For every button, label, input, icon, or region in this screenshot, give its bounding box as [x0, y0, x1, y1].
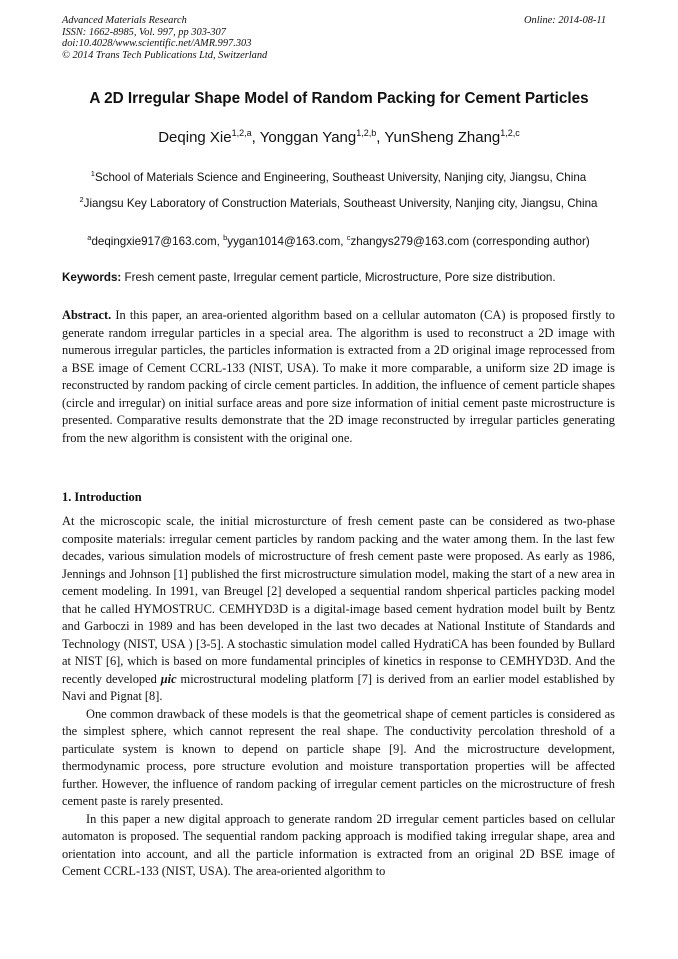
- mu-ic-symbol: μic: [160, 671, 177, 686]
- email-address: deqingxie917@163.com,: [91, 234, 224, 248]
- paper-title: A 2D Irregular Shape Model of Random Packing for Cement Particles: [89, 90, 589, 107]
- author-name: YunSheng Zhang: [384, 129, 501, 146]
- author-separator: ,: [251, 129, 260, 146]
- journal-header: [62, 15, 267, 61]
- email-mark: a: [87, 233, 92, 242]
- email-address: yygan1014@163.com,: [227, 234, 347, 248]
- issn-line: ISSN: 1662-8985, Vol. 997, pp 303-307: [62, 26, 226, 38]
- affiliation-mark: 2: [79, 195, 84, 204]
- author-name: Deqing Xie: [158, 129, 232, 146]
- author-affiliation-mark: 1,2,a: [231, 128, 252, 138]
- doi-line: doi:10.4028/www.scientific.net/AMR.997.303: [62, 38, 252, 49]
- email-address: zhangys279@163.com (corresponding author): [350, 234, 590, 248]
- affiliation-mark: 1: [90, 169, 95, 178]
- paragraph-text: At the microscopic scale, the initial microsturcture of fresh cement paste can be considered as two-phase composite materials: irregular cement particles by random packing and the water among them. In the last few decades, various simulation models of microstructure of fresh cement paste were proposed. As early as 1986, Jennings and Johnson [1] published the first microstructure simulation model, making the start of a new area in cement modeling. In 1991, van Breugel [2] developed a sequential random shperical particles packing model that he called HYMOSTRUC. CEMHYD3D is a digital-image based cement hydration model built by Bentz and Garboczi in 1989 and has been developed in the last two decades at National Institute of Standards and Technology (NIST, USA ) [3-5]. A stochastic simulation model called HydratiCA has been founded by Bullard at NIST [6], which is based on more fundamental principles of kinetics in response to CEMHYD3D. And the recently developed: [62, 514, 615, 686]
- section-heading: 1. Introduction: [62, 490, 142, 504]
- paragraph: [62, 513, 615, 706]
- email-list: [62, 233, 615, 248]
- copyright-line: © 2014 Trans Tech Publications Ltd, Switzerland: [62, 49, 268, 61]
- journal-name: Advanced Materials Research: [62, 15, 187, 26]
- affiliation-text: School of Materials Science and Engineering, Southeast University, Nanjing city, Jiangsu, China: [94, 170, 587, 184]
- abstract-text: In this paper, an area-oriented algorithm based on a cellular automaton (CA) is proposed firstly to generate random irregular particles in a special area. The algorithm is used to reconstruct a 2D image with numerous irregular particles, the particles information is extracted from a 2D original image reprocessed from a BSE image of Cement CCRL-133 (NIST, USA). To make it more comparable, a uniform size 2D image is reconstructed by random packing of circle cement particles. In addition, the influence of cement particle shapes (circle and irregular) on initial surface areas and pore size information of initial cement paste microstructure is presented. Comparative results demonstrate that the 2D image reconstructed by irregular particles generating from the new algorithm is consistent with the original one.: [62, 308, 615, 445]
- affiliation: [62, 191, 615, 212]
- author-list: [0, 128, 678, 146]
- abstract: [62, 307, 615, 447]
- paragraph: One common drawback of these models is that the geometrical shape of cement particles is considered as the simplest sphere, which cannot represent the real shape. The conductivity percolation threshold of a particulate system is known to depend on particle shape [9]. And the microstructure development, thermodynamic process, pore structure evolution and moisture transportation properties will be affected further. However, the influence of random packing of irregular cement particles on the microstructure of fresh cement paste is rarely presented.: [62, 706, 615, 808]
- author-affiliation-mark: 1,2,b: [356, 128, 377, 138]
- abstract-label: Abstract.: [62, 308, 112, 322]
- paragraph-text: microstructural modeling platform [7] is derived from an earlier model established by Navi and Pignat [8].: [62, 671, 615, 703]
- author-affiliation-mark: 1,2,c: [500, 128, 520, 138]
- email-mark: b: [223, 233, 228, 242]
- introduction-body: [62, 513, 615, 881]
- email-mark: c: [346, 233, 351, 242]
- affiliation-text: Jiangsu Key Laboratory of Construction Materials, Southeast University, Nanjing city, Jiangsu, China: [83, 196, 598, 210]
- keywords: [62, 271, 615, 284]
- affiliation: [62, 165, 615, 186]
- author-separator: ,: [376, 129, 385, 146]
- keywords-text: Fresh cement paste, Irregular cement particle, Microstructure, Pore size distribution.: [121, 271, 556, 284]
- online-date: Online: 2014-08-11: [524, 15, 607, 26]
- author-name: Yonggan Yang: [259, 129, 357, 146]
- keywords-label: Keywords:: [62, 271, 122, 284]
- paragraph: In this paper a new digital approach to generate random 2D irregular cement particles based on cellular automaton is proposed. The sequential random packing approach is modified taking irregular shape, area and orientation into account, and all the particle information is extracted from an original 2D BSE image of Cement CCRL-133 (NIST, USA). The area-oriented algorithm to: [62, 811, 615, 878]
